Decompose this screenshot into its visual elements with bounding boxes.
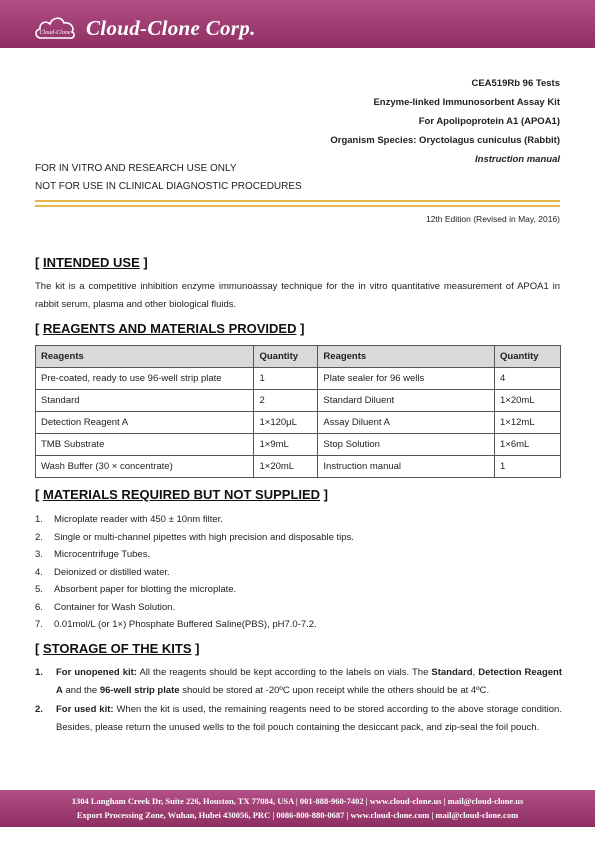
list-item: 2. Single or multi-channel pipettes with high precision and disposable tips.	[35, 531, 354, 543]
storage-heading-text: STORAGE OF THE KITS	[42, 641, 192, 656]
product-meta	[330, 74, 560, 169]
table-row	[36, 390, 561, 412]
footer-band	[0, 790, 595, 827]
organism-species: Organism Species: Oryctolagus cuniculus (Rabbit)	[330, 135, 560, 146]
table-row	[36, 434, 561, 456]
cloud-logo-icon	[33, 12, 77, 42]
header-band	[0, 0, 595, 48]
table-cell: 1×12mL	[495, 412, 561, 434]
kit-type: Enzyme-linked Immunosorbent Assay Kit	[373, 97, 560, 108]
table-cell: 2	[254, 390, 318, 412]
table-cell: 1×20mL	[495, 390, 561, 412]
table-cell: Detection Reagent A	[36, 412, 254, 434]
reagents-heading-text: REAGENTS AND MATERIALS PROVIDED	[42, 321, 297, 336]
materials-required-heading: [ MATERIALS REQUIRED BUT NOT SUPPLIED ]	[35, 487, 329, 502]
table-cell: Standard Diluent	[318, 390, 495, 412]
intended-use-text: The kit is a competitive inhibition enzyme immunoassay technique for the in vitro quantitative measurement of APOA1 in rabbit serum, plasma and other biological fluids.	[35, 281, 560, 310]
divider-rule	[35, 205, 560, 207]
reagents-table	[35, 345, 561, 478]
intended-use-heading: [ INTENDED USE ]	[35, 255, 148, 270]
use-notices	[35, 160, 302, 196]
intended-use-heading-text: INTENDED USE	[42, 255, 140, 270]
table-row	[36, 368, 561, 390]
table-cell: 1×20mL	[254, 456, 318, 478]
notice-clinical: NOT FOR USE IN CLINICAL DIAGNOSTIC PROCEDURES	[35, 181, 302, 192]
table-cell: Assay Diluent A	[318, 412, 495, 434]
storage-heading: [ STORAGE OF THE KITS ]	[35, 641, 200, 656]
list-item: 6. Container for Wash Solution.	[35, 601, 176, 613]
table-cell: 1×6mL	[495, 434, 561, 456]
table-cell: TMB Substrate	[36, 434, 254, 456]
brand-name: Cloud-Clone Corp.	[86, 16, 256, 40]
analyte: For Apolipoprotein A1 (APOA1)	[418, 116, 560, 127]
table-cell: Stop Solution	[318, 434, 495, 456]
document-type: Instruction manual	[475, 154, 560, 165]
list-item: 4. Deionized or distilled water.	[35, 566, 170, 578]
table-row	[36, 456, 561, 478]
footer-prc-address: Export Processing Zone, Wuhan, Hubei 430056, PRC | 0086-800-880-0687 | www.cloud-clone.com | mail@cloud-clone.com	[76, 810, 519, 820]
materials-required-list	[35, 511, 354, 634]
list-item: 7. 0.01mol/L (or 1×) Phosphate Buffered Saline(PBS), pH7.0-7.2.	[35, 619, 317, 630]
table-cell: 1	[254, 368, 318, 390]
column-header: Reagents	[318, 346, 495, 368]
materials-required-heading-text: MATERIALS REQUIRED BUT NOT SUPPLIED	[42, 487, 321, 502]
column-header: Quantity	[495, 346, 561, 368]
table-cell: Standard	[36, 390, 254, 412]
footer-us-address: 1304 Langham Creek Dr, Suite 226, Houston, TX 77084, USA | 001-888-960-7402 | www.cloud-clone.us | mail@cloud-clone.us	[71, 796, 524, 806]
list-item: 1. Microplate reader with 450 ± 10nm filter.	[35, 514, 223, 525]
table-cell: Instruction manual	[318, 456, 495, 478]
divider-rule	[35, 200, 560, 202]
table-row	[36, 412, 561, 434]
table-cell: 1×120μL	[254, 412, 318, 434]
table-cell: Plate sealer for 96 wells	[318, 368, 495, 390]
notice-research-use: FOR IN VITRO AND RESEARCH USE ONLY	[35, 163, 237, 174]
table-cell: Pre-coated, ready to use 96-well strip plate	[36, 368, 254, 390]
list-item: 3. Microcentrifuge Tubes.	[35, 549, 151, 560]
table-cell: 4	[495, 368, 561, 390]
catalog-number: CEA519Rb 96 Tests	[471, 78, 560, 89]
reagents-heading: [ REAGENTS AND MATERIALS PROVIDED ]	[35, 321, 305, 336]
column-header: Reagents	[36, 346, 254, 368]
list-item: 1. For unopened kit: All the reagents should be kept according to the labels on vials. The Standard, Detection Reagent A and the 96-well strip plate should be stored at -20ºC upon receipt while the others should be at 4ºC.	[35, 667, 563, 696]
list-item: 5. Absorbent paper for blotting the microplate.	[35, 584, 237, 595]
table-header-row	[36, 346, 561, 368]
table-cell: 1	[495, 456, 561, 478]
list-item: 2. For used kit: When the kit is used, the remaining reagents need to be stored according to the above storage condition. Besides, please return the unused wells to the foil pouch containing the desiccant pack, and zip-seal the foil pouch.	[35, 704, 562, 733]
table-cell: Wash Buffer (30 × concentrate)	[36, 456, 254, 478]
logo-text: Cloud-Clone	[39, 30, 71, 36]
column-header: Quantity	[254, 346, 318, 368]
storage-list	[35, 664, 562, 738]
table-cell: 1×9mL	[254, 434, 318, 456]
edition-note: 12th Edition (Revised in May, 2016)	[425, 214, 560, 224]
